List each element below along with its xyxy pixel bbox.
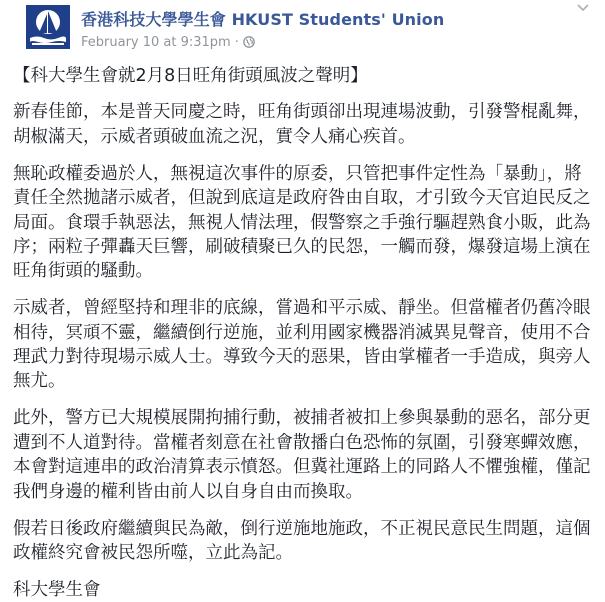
post-meta bbox=[81, 35, 255, 52]
globe-icon[interactable] bbox=[243, 36, 255, 52]
post-header bbox=[13, 0, 591, 62]
post-paragraph: 示威者，曾經堅持和理非的底線，嘗過和平示威、靜坐。但當權者仍舊冷眼相待，冥頑不靈，繼續倒行逆施，並利用國家機器消滅異見聲音，使用不合理武力對待現場示威人士。導致今天的惡果，皆由掌權者一手造成，與旁人無尤。 bbox=[13, 298, 591, 392]
post-timestamp[interactable]: February 10 at 9:31pm bbox=[81, 35, 231, 50]
chevron-down-icon bbox=[575, 1, 591, 15]
page-avatar[interactable] bbox=[26, 5, 70, 49]
post-paragraph: 無恥政權委過於人，無視這次事件的原委，只管把事件定性為「暴動」，將責任全然拋諸示威者，但說到底這是政府咎由自取，才引致今天官迫民反之局面。食環手執惡法，無視人情法理，假警察之手強行驅趕熟食小販，此為序；兩粒子彈轟天巨響，刷破積聚已久的民怨，一觸而發，爆發這場上演在旺角街頭的騷動。 bbox=[13, 163, 591, 282]
post-body bbox=[13, 64, 598, 602]
post-paragraph: 新春佳節，本是普天同慶之時，旺角街頭卻出現連場波動，引發警棍亂舞，胡椒滿天，示威者頭破血流之況，實令人痛心疾首。 bbox=[13, 102, 591, 147]
post-paragraph: 此外，警方已大規模展開拘捕行動，被捕者被扣上參與暴動的惡名，部分更遭到不人道對待。當權者刻意在社會散播白色恐怖的氛圍，引發寒蟬效應，本會對這連串的政治清算表示憤怒。但冀社運路上的同路人不懼強權，僅記我們身邊的權利皆由前人以自身自由而換取。 bbox=[13, 408, 591, 502]
page-name-link[interactable]: 香港科技大學學生會 HKUST Students' Union bbox=[81, 10, 445, 29]
hkust-su-logo-icon bbox=[26, 5, 70, 49]
post-title: 【科大學生會就2月8日旺角街頭風波之聲明】 bbox=[13, 66, 368, 86]
post-paragraph: 假若日後政府繼續與民為敵，倒行逆施地施政，不正視民意民生問題，這個政權終究會被民怨所噬，立此為記。 bbox=[13, 518, 591, 563]
post-signature: 科大學生會 bbox=[13, 579, 101, 600]
post-options-button[interactable] bbox=[575, 0, 591, 14]
meta-separator: · bbox=[234, 35, 239, 50]
